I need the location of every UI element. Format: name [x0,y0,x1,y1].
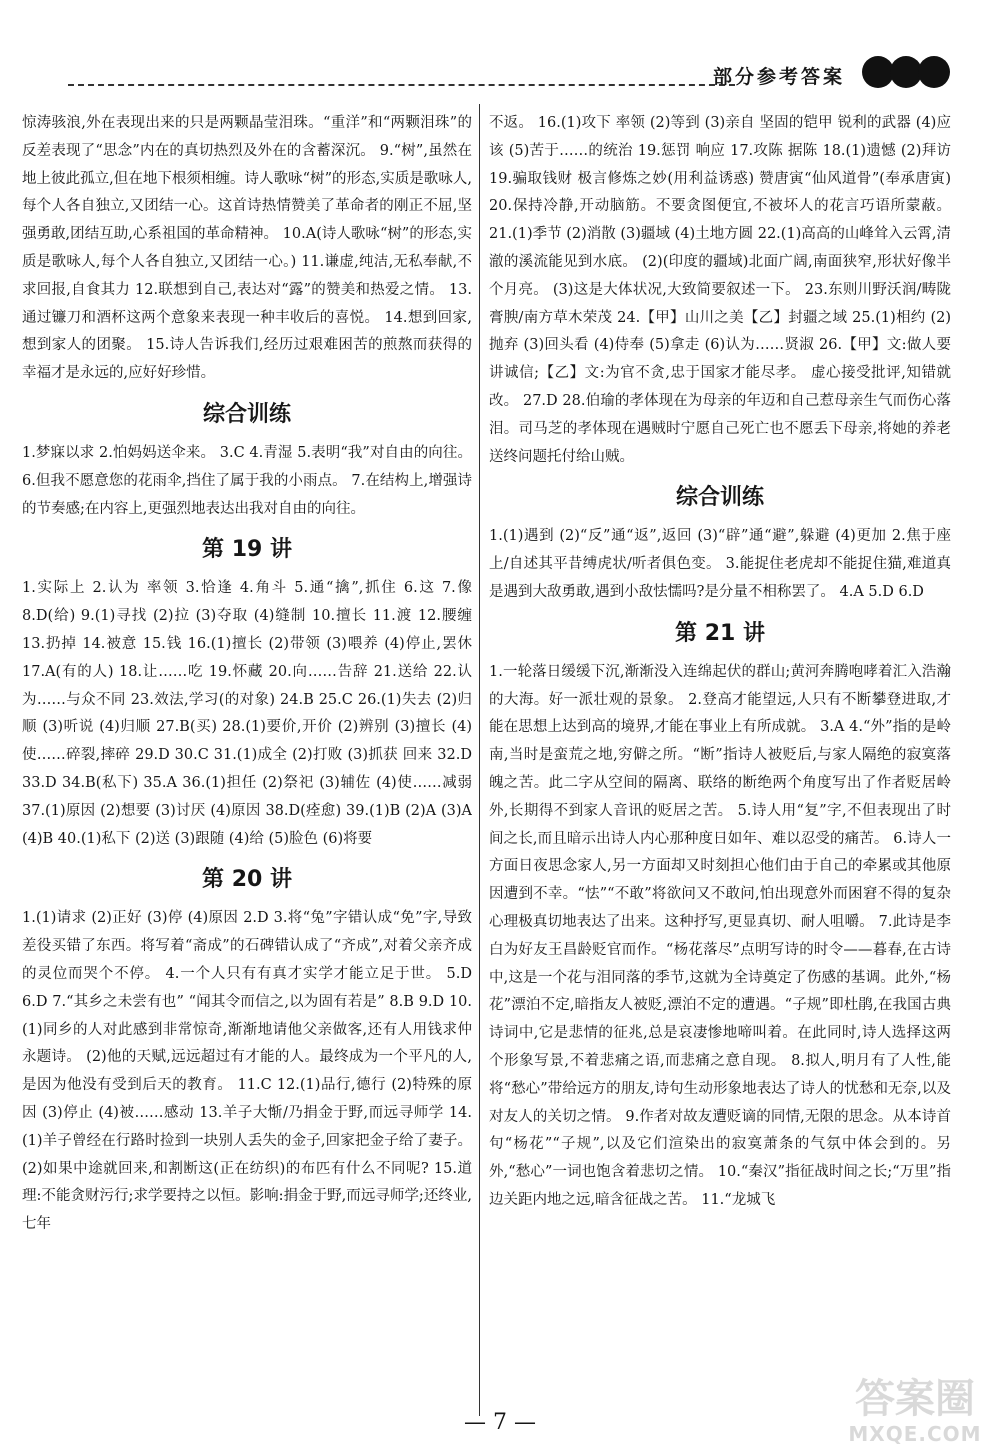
watermark-logo [840,1376,990,1454]
header-title: 部分参考答案 [712,66,845,88]
answer-paragraph: 惊涛骇浪,外在表现出来的只是两颗晶莹泪珠。“重洋”和“两颗泪珠”的反差表现了“思念”内在的真切热烈及外在的含蓄深沉。 9.“树”,虽然在地上彼此孤立,但在地下根须相缠。诗人歌咏“树”的形态,实质是歌咏人,每个人各自独立,又团结一心。这首诗热情赞美了革命者的刚正不屈,坚强勇敢,团结互助,心系祖国的革命精神。 10.A(诗人歌咏“树”的形态,实质是歌咏人,每个人各自独立,又团结一心。) 11.谦虚,纯洁,无私奉献,不求回报,自食其力 12.联想到自己,表达对“露”的赞美和热爱之情。 13.通过镰刀和酒杯这两个意象来表现一种丰收后的喜悦。 14.想到回家,想到家人的团聚。 15.诗人告诉我们,经历过艰难困苦的煎熬而获得的幸福才是永远的,应好好珍惜。 [22,115,472,382]
right-column [489,110,951,1410]
section-heading: 综合训练 [202,401,291,427]
page-header [60,54,950,94]
answer-paragraph: 不返。 16.(1)攻下 率领 (2)等到 (3)亲自 坚固的铠甲 锐利的武器 (4)应该 (5)苦于……的统治 19.惩罚 响应 17.攻陈 据陈 18.(1)遗憾 (2)拜访 19.骗取钱财 极言修炼之妙(用利益诱惑) 赞唐寅“仙风道骨”(奉承唐寅) 20.保持冷静,开动脑筋。不要贪图便宜,不被坏人的花言巧语所蒙蔽。 21.(1)季节 (2)消散 (3)疆域 (4)土地方圆 22.(1)高高的山峰耸入云霄,清澈的溪流能见到水底。 (2)(印度的疆域)北面广阔,南面狭窄,形状好像半个月亮。 (3)这是大体状况,大致简要叙述一下。 23.东则川野沃润/畴陇膏腴/南方草木荣茂 24.【甲】山川之美【乙】封疆之域 25.(1)相约 (2)抛弃 (3)回头看 (4)侍奉 (5)拿走 (6)认为……贤淑 26.【甲】文:做人要讲诚信;【乙】文:为官不贪,忠于国家才能尽孝。 虚心接受批评,知错就改。 27.D 28.伯瑜的孝体现在为母亲的年迈和自己惹母亲生气而伤心落泪。司马芝的孝体现在遇贼时宁愿自己死亡也不愿丢下母亲,将她的养老送终问题托付给山贼。 [489,115,951,465]
answer-paragraph: 1.(1)请求 (2)正好 (3)停 (4)原因 2.D 3.将“兔”字错认成“免”字,导致差役买错了东西。将写着“斋成”的石碑错认成了“齐成”,对着父亲齐成的灵位而哭个不停。 4.一个人只有有真才实学才能立足于世。 5.D 6.D 7.“其乡之未尝有也” “闻其令而信之,以为固有若是” 8.B 9.D 10.(1)同乡的人对此感到非常惊奇,渐渐地请他父亲做客,还有人用钱求仲永题诗。 (2)他的天赋,远远超过有才能的人。最终成为一个平凡的人,是因为他没有受到后天的教育。 11.C 12.(1)品行,德行 (2)特殊的原因 (3)停止 (4)被……感动 13.羊子大惭/乃捐金于野,而远寻师学 14.(1)羊子曾经在行路时捡到一块别人丢失的金子,回家把金子给了妻子。 (2)如果中途就回来,和割断这(正在纺织)的布匹有什么不同呢? 15.道理:不能贪财污行;求学要持之以恒。影响:捐金于野,而远寻师学;还终业,七年 [22,910,472,1233]
watermark-mark: 答案圈 [855,1376,975,1422]
answer-paragraph: 1.一轮落日缓缓下沉,渐渐没入连绵起伏的群山;黄河奔腾咆哮着汇入浩瀚的大海。好一派壮观的景象。 2.登高才能望远,人只有不断攀登进取,才能在思想上达到高的境界,才能在事业上有所成就。 3.A 4.“外”指的是岭南,当时是蛮荒之地,穷僻之所。“断”指诗人被贬后,与家人隔绝的寂寞落魄之苦。此二字从空间的隔离、联络的断绝两个角度写出了作者贬居岭外,长期得不到家人音讯的贬居之苦。 5.诗人用“复”字,不但表现出了时间之长,而且暗示出诗人内心那种度日如年、难以忍受的痛苦。 6.诗人一方面日夜思念家人,另一方面却又时刻担心他们由于自己的牵累或其他原因遭到不幸。“怯”“不敢”将欲问又不敢问,怕出现意外而困窘不得的复杂心理极真切地表达了出来。这种抒写,更显真切、耐人咀嚼。 7.此诗是李白为好友王昌龄贬官而作。“杨花落尽”点明写诗的时令——暮春,在古诗中,这是一个花与泪同落的季节,这就为全诗奠定了伤感的基调。此外,“杨花”漂泊不定,暗指友人被贬,漂泊不定的遭遇。“子规”即杜鹃,在我国古典诗词中,它是悲情的征兆,总是哀凄惨地啼叫着。在此同时,诗人选择这两个形象写景,不着悲痛之语,而悲痛之意自现。 8.拟人,明月有了人性,能将“愁心”带给远方的朋友,诗句生动形象地表达了诗人的忧愁和无奈,以及对友人的关切之情。 9.作者对故友遭贬谪的同情,无限的思念。从本诗首句“杨花”“子规”,以及它们渲染出的寂寞萧条的气氛中体会到的。另外,“愁心”一词也饱含着悲切之情。 10.“秦汉”指征战时间之长;“万里”指边关距内地之远,暗含征战之苦。 11.“龙城飞 [489,663,951,1208]
left-column [22,110,472,1410]
section-heading: 综合训练 [675,485,764,511]
column-divider [479,104,480,1416]
answer-paragraph: 1.(1)遇到 (2)“反”通“返”,返回 (3)“辟”通“避”,躲避 (4)更加 2.焦于座上/自述其平昔缚虎状/听者俱色变。 3.能捉住老虎却不能捉住猫,难道真是遇到大敌勇敢,遇到小敌怯懦吗?是分量不相称罢了。 4.A 5.D 6.D [489,528,951,600]
header-dashed-rule [68,84,735,86]
section-heading: 第 21 讲 [675,620,765,646]
watermark-url: MXQE.COM [848,1422,982,1446]
answer-paragraph: 1.实际上 2.认为 率领 3.恰逢 4.角斗 5.通“擒”,抓住 6.这 7.像 8.D(给) 9.(1)寻找 (2)拉 (3)夺取 (4)缝制 10.擅长 11.渡 12.腰缠 13.扔掉 14.被意 15.钱 16.(1)擅长 (2)带领 (3)喂养 (4)停止,罢休 17.A(有的人) 18.让……吃 19.怀藏 20.向……告辞 21.送给 22.认为……与众不同 23.效法,学习(的对象) 24.B 25.C 26.(1)失去 (2)归顺 (3)听说 (4)归顺 27.B(买) 28.(1)要价,开价 (2)辨别 (3)擅长 (4)使……碎裂,摔碎 29.D 30.C 31.(1)成全 (2)打败 (3)抓获 回来 32.D 33.D 34.B(私下) 35.A 36.(1)担任 (2)祭祀 (3)辅佐 (4)使……减弱 37.(1)原因 (2)想要 (3)讨厌 (4)原因 38.D(痊愈) 39.(1)B (2)A (3)A (4)B 40.(1)私下 (2)送 (3)跟随 (4)给 (5)脸色 (6)将要 [22,580,472,847]
section-heading: 第 20 讲 [202,867,292,893]
page-number: — 7 — [464,1410,536,1435]
answer-paragraph: 1.梦寐以求 2.怕妈妈送伞来。 3.C 4.青湿 5.表明“我”对自由的向往。 6.但我不愿意您的花雨伞,挡住了属于我的小雨点。 7.在结构上,增强诗的节奏感;在内容上,更强烈地表达出我对自由的向往。 [22,444,472,517]
section-heading: 第 19 讲 [202,537,292,563]
header-dots-decoration [866,56,950,88]
dot-icon [918,56,950,88]
